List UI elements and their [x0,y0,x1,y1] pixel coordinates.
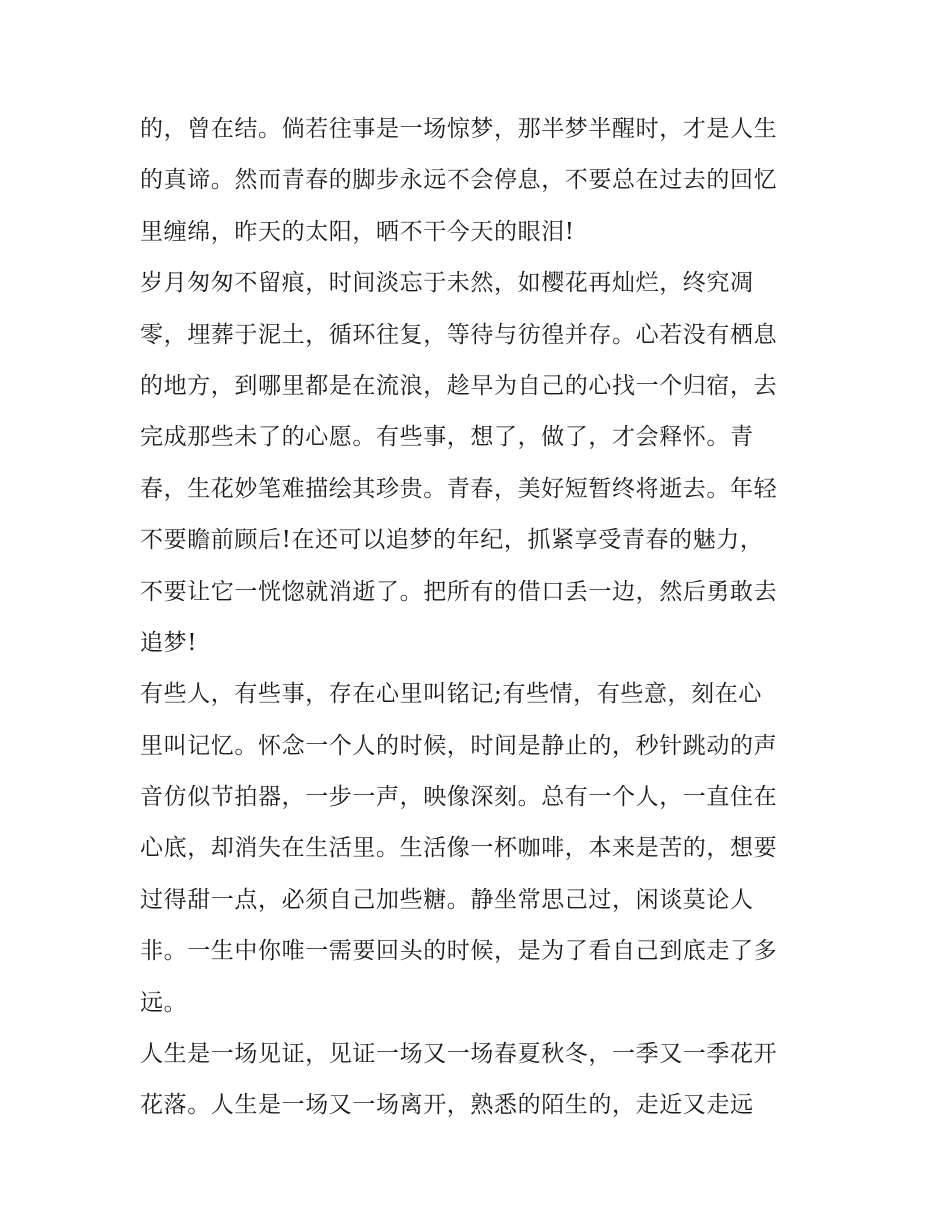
text-line: 不要瞻前顾后!在还可以追梦的年纪，抓紧享受青春的魅力， [140,527,764,554]
text-line: 零，埋葬于泥土，循环往复，等待与彷徨并存。心若没有栖息 [140,321,778,348]
body-text [140,104,820,1132]
text-line: 的地方，到哪里都是在流浪，趁早为自己的心找一个归宿，去 [140,372,778,399]
text-line: 花落。人生是一场又一场离开，熟悉的陌生的，走近又走远 [140,1092,754,1119]
text-line: 远。 [140,989,188,1016]
text-line: 人生是一场见证，见证一场又一场春夏秋冬，一季又一季花开 [140,1041,778,1068]
text-line: 里叫记忆。怀念一个人的时候，时间是静止的，秒针跳动的声 [140,732,778,759]
text-line: 的，曾在结。倘若往事是一场惊梦，那半梦半醒时，才是人生 [140,116,778,142]
text-line: 追梦! [140,629,198,656]
text-line: 里缠绵，昨天的太阳，晒不干今天的眼泪! [140,218,575,245]
text-line: 岁月匆匆不留痕，时间淡忘于未然，如樱花再灿烂，终究凋 [140,270,754,297]
text-line: 非。一生中你唯一需要回头的时候，是为了看自己到底走了多 [140,938,778,965]
text-line: 音仿似节拍器，一步一声，映像深刻。总有一个人，一直住在 [140,784,778,811]
text-line: 春，生花妙笔难描绘其珍贵。青春，美好短暂终将逝去。年轻 [140,475,778,502]
text-line: 有些人，有些事，存在心里叫铭记;有些情，有些意，刻在心 [140,681,762,708]
text-line: 不要让它一恍惚就消逝了。把所有的借口丢一边，然后勇敢去 [140,578,778,605]
text-line: 的真谛。然而青春的脚步永远不会停息，不要总在过去的回忆 [140,167,778,194]
text-line: 完成那些未了的心愿。有些事，想了，做了，才会释怀。青 [140,424,754,451]
text-line: 心底，却消失在生活里。生活像一杯咖啡，本来是苦的，想要 [140,835,778,862]
text-line: 过得甜一点，必须自己加些糖。静坐常思己过，闲谈莫论人 [140,886,754,913]
